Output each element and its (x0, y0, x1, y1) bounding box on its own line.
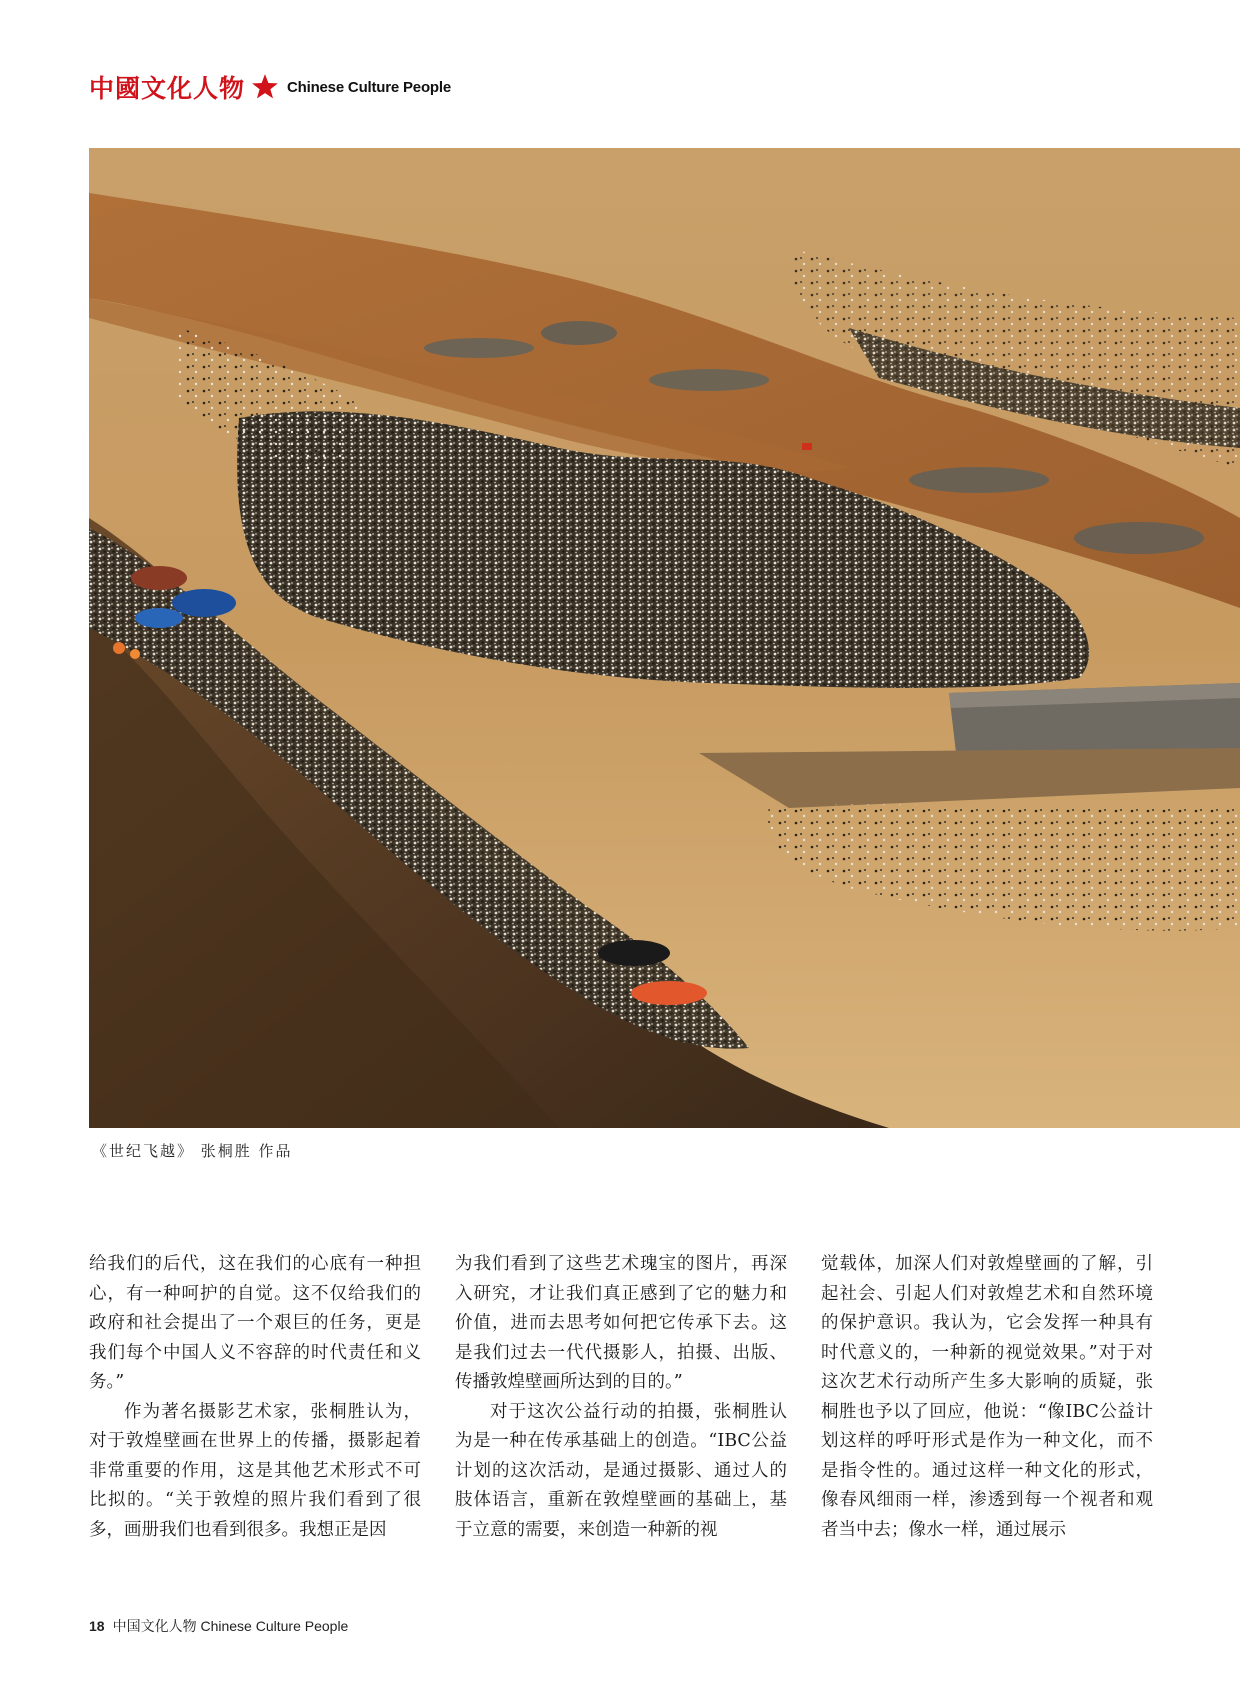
page-footer (89, 1616, 348, 1636)
brand-name-english: Chinese Culture People (287, 78, 451, 96)
magazine-header (89, 70, 451, 104)
footer-magazine-name: 中国文化人物 Chinese Culture People (112, 1618, 349, 1634)
feature-photo (89, 148, 1240, 1128)
red-star-icon (251, 73, 279, 101)
paragraph: 作为著名摄影艺术家，张桐胜认为，对于敦煌壁画在世界上的传播，摄影起着非常重要的作用，这是其他艺术形式不可比拟的。“关于敦煌的照片我们看到了很多，画册我们也看到很多。我想正是因 (89, 1401, 421, 1540)
paragraph: 为我们看到了这些艺术瑰宝的图片，再深入研究，才让我们真正感到了它的魅力和价值，进而去思考如何把它传承下去。这是我们过去一代代摄影人，拍摄、出版、传播敦煌壁画所达到的目的。” (455, 1254, 787, 1392)
text-column-2 (455, 1250, 787, 1545)
paragraph: 对于这次公益行动的拍摄，张桐胜认为是一种在传承基础上的创造。“IBC公益计划的这次活动，是通过摄影、通过人的肢体语言，重新在敦煌壁画的基础上，基于立意的需要，来创造一种新的视 (455, 1401, 787, 1540)
crowd-river-photo (89, 148, 1240, 1128)
photo-caption: 《世纪飞越》 张桐胜 作品 (92, 1142, 293, 1160)
paragraph: 觉载体，加深人们对敦煌壁画的了解，引起社会、引起人们对敦煌艺术和自然环境的保护意识。我认为，它会发挥一种具有时代意义的，一种新的视觉效果。”对于对这次艺术行动所产生多大影响的质疑，张桐胜也予以了回应，他说：“像IBC公益计划这样的呼吁形式是作为一种文化，而不是指令性的。通过这样一种文化的形式，像春风细雨一样，渗透到每一个视者和观者当中去；像水一样，通过展示 (821, 1254, 1153, 1540)
page-number: 18 (89, 1618, 105, 1634)
brand-name-chinese: 中國文化人物 (89, 74, 246, 103)
text-column-1 (89, 1250, 421, 1545)
text-column-3 (821, 1250, 1153, 1545)
paragraph: 给我们的后代，这在我们的心底有一种担心，有一种呵护的自觉。这不仅给我们的政府和社会提出了一个艰巨的任务，更是我们每个中国人义不容辞的时代责任和义务。” (89, 1254, 421, 1392)
